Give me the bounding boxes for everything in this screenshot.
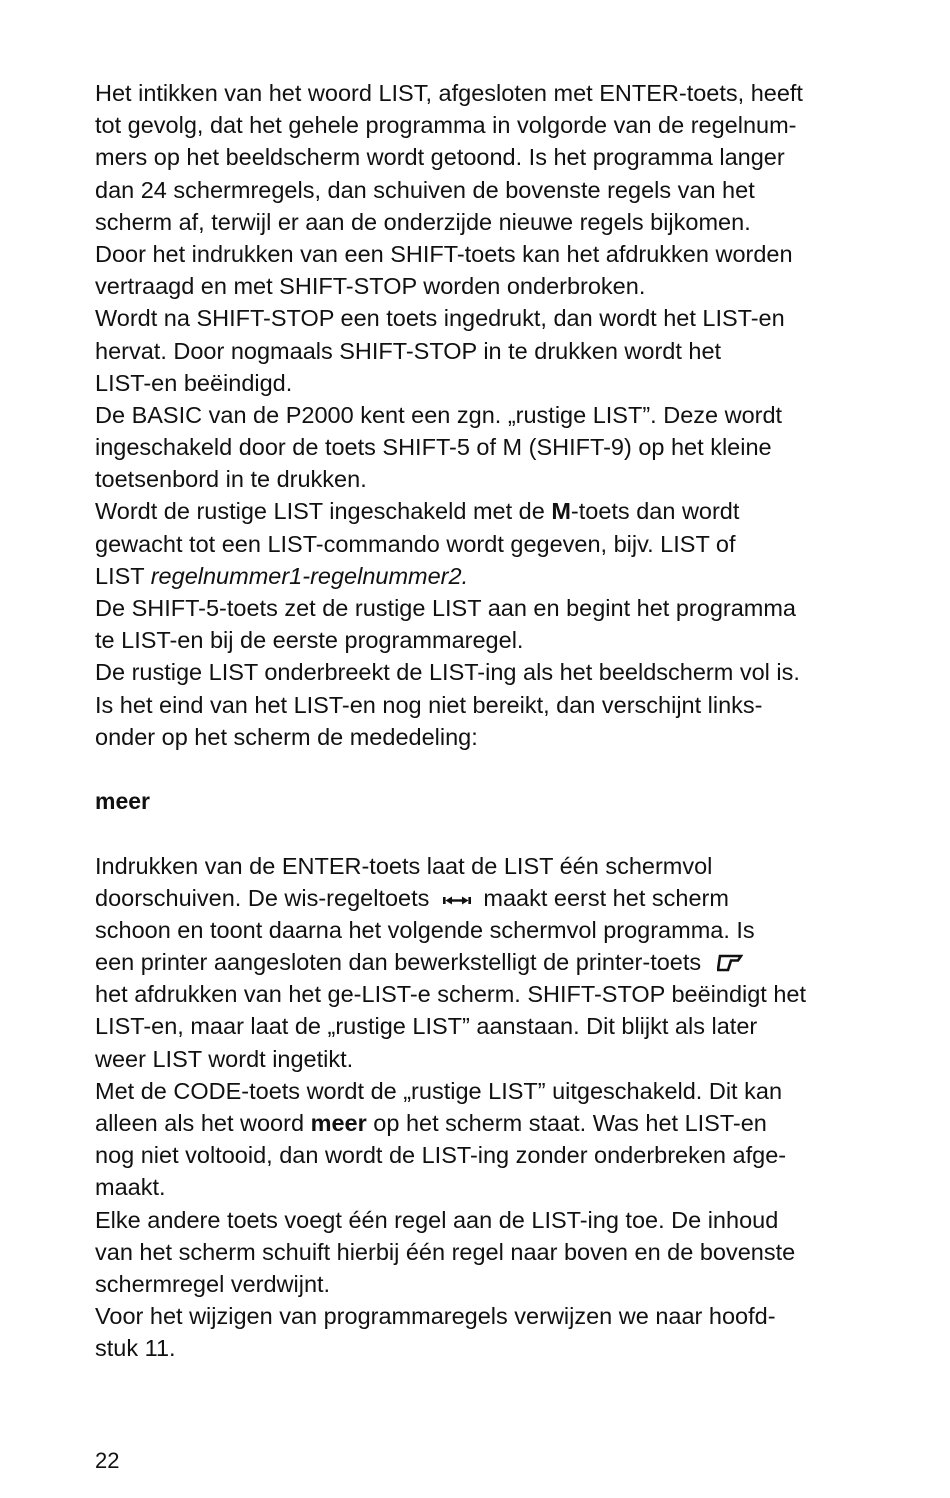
meer-keyword: meer bbox=[310, 1110, 367, 1136]
text-line bbox=[95, 495, 945, 527]
text-segment: alleen als het woord bbox=[95, 1110, 311, 1136]
text-line: toetsenbord in te drukken. bbox=[95, 466, 367, 493]
text-line: gewacht tot een LIST-commando wordt gegeven, bijv. LIST of bbox=[95, 530, 736, 557]
text-line: Met de CODE-toets wordt de „rustige LIST” uitgeschakeld. Dit kan bbox=[95, 1077, 783, 1104]
text-segment: -toets dan wordt bbox=[570, 498, 740, 525]
text-line: scherm af, terwijl er aan de onderzijde nieuwe regels bijkomen. bbox=[95, 208, 751, 235]
text-line: schoon en toont daarna het volgende schermvol programma. Is bbox=[95, 916, 755, 943]
text-line bbox=[95, 560, 945, 592]
text-line: De rustige LIST onderbreekt de LIST-ing als het beeldscherm vol is. bbox=[95, 659, 800, 686]
text-segment: doorschuiven. De wis-regeltoets bbox=[95, 884, 430, 911]
clear-line-key-icon bbox=[443, 883, 471, 915]
text-line: ingeschakeld door de toets SHIFT-5 of M (SHIFT-9) op het kleine bbox=[95, 434, 772, 461]
text-line: weer LIST wordt ingetikt. bbox=[95, 1045, 354, 1072]
text-line: Wordt na SHIFT-STOP een toets ingedrukt, dan wordt het LIST-en bbox=[95, 305, 785, 332]
text-line: Indrukken van de ENTER-toets laat de LIST één schermvol bbox=[95, 852, 713, 879]
text-line: LIST-en, maar laat de „rustige LIST” aanstaan. Dit blijkt als later bbox=[95, 1013, 758, 1040]
text-line: stuk 11. bbox=[95, 1335, 176, 1362]
text-line: De SHIFT-5-toets zet de rustige LIST aan en begint het programma bbox=[95, 595, 797, 621]
text-line bbox=[95, 1107, 945, 1139]
text-line: dan 24 schermregels, dan schuiven de bovenste regels van het bbox=[95, 176, 755, 203]
text-line: het afdrukken van het ge-LIST-e scherm. SHIFT-STOP beëindigt het bbox=[95, 981, 807, 1008]
text-line: schermregel verdwijnt. bbox=[95, 1270, 331, 1297]
text-line: te LIST-en bij de eerste programmaregel. bbox=[95, 627, 524, 654]
page-number: 22 bbox=[95, 1448, 120, 1473]
text-line: hervat. Door nogmaals SHIFT-STOP in te drukken wordt het bbox=[95, 337, 722, 364]
spacer bbox=[95, 817, 945, 849]
text-line: Door het indrukken van een SHIFT-toets kan het afdrukken worden bbox=[95, 240, 793, 267]
text-line: Voor het wijzigen van programmaregels verwijzen we naar hoofd- bbox=[95, 1303, 776, 1330]
text-line: Is het eind van het LIST-en nog niet bereikt, dan verschijnt links- bbox=[95, 691, 763, 718]
text-line: vertraagd en met SHIFT-STOP worden onderbroken. bbox=[95, 273, 646, 300]
text-line: Elke andere toets voegt één regel aan de LIST-ing toe. De inhoud bbox=[95, 1206, 779, 1233]
text-line: maakt. bbox=[95, 1174, 166, 1201]
m-key-label: M bbox=[551, 498, 571, 525]
text-segment: een printer aangesloten dan bewerkstelligt de printer-toets bbox=[95, 949, 702, 976]
text-line bbox=[95, 882, 945, 914]
text-line: LIST-en beëindigd. bbox=[95, 369, 293, 396]
text-line: van het scherm schuift hierbij één regel naar boven en de bovenste bbox=[95, 1238, 796, 1265]
text-segment: maakt eerst het scherm bbox=[483, 884, 729, 911]
text-line: mers op het beeldscherm wordt getoond. Is het programma langer bbox=[95, 144, 785, 171]
page-body bbox=[95, 77, 945, 1365]
text-line bbox=[95, 946, 945, 978]
text-line: Het intikken van het woord LIST, afgesloten met ENTER-toets, heeft bbox=[95, 80, 803, 106]
text-segment: LIST bbox=[95, 562, 151, 589]
text-segment: op het scherm staat. Was het LIST-en bbox=[366, 1110, 767, 1136]
text-segment: Wordt de rustige LIST ingeschakeld met de bbox=[95, 498, 552, 525]
printer-key-icon bbox=[717, 948, 743, 980]
text-line: De BASIC van de P2000 kent een zgn. „rustige LIST”. Deze wordt bbox=[95, 401, 783, 428]
meer-prompt: meer bbox=[95, 788, 150, 815]
text-line: onder op het scherm de mededeling: bbox=[95, 723, 478, 750]
spacer bbox=[95, 753, 945, 785]
text-line: tot gevolg, dat het gehele programma in volgorde van de regelnum- bbox=[95, 112, 797, 139]
text-line: nog niet voltooid, dan wordt de LIST-ing zonder onderbreken afge- bbox=[95, 1142, 787, 1169]
syntax-example: regelnummer1-regelnummer2. bbox=[150, 562, 469, 589]
